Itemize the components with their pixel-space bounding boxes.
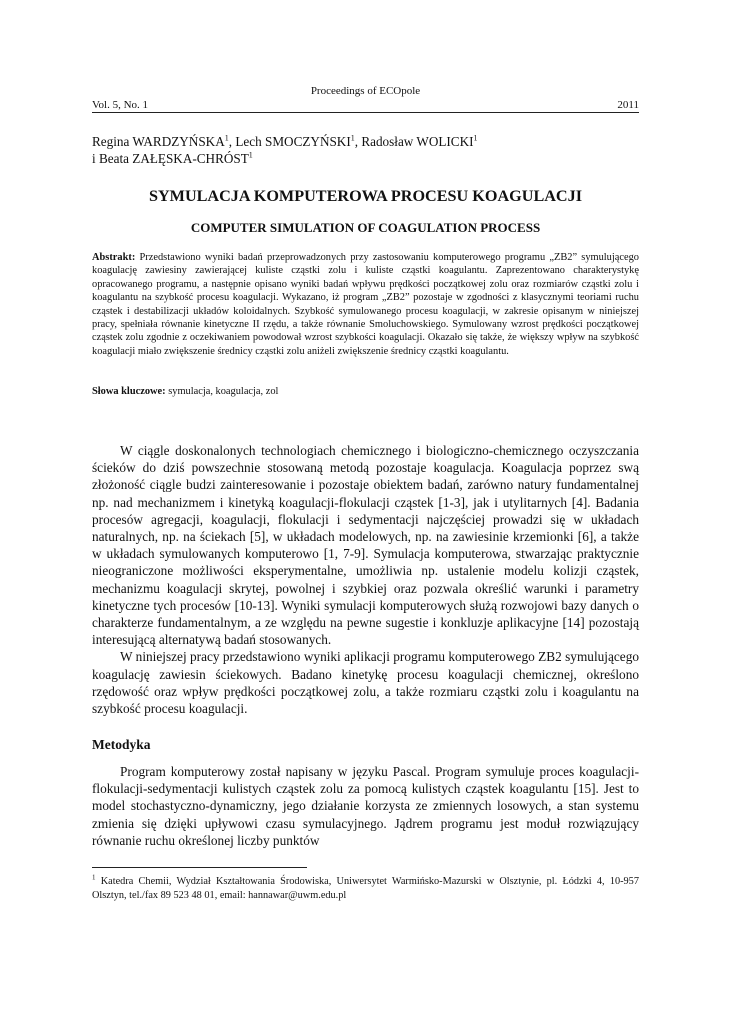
author-name: Beata ZAŁĘSKA-CHRÓST <box>98 151 249 166</box>
intro-paragraph-2: W niniejszej pracy przedstawiono wyniki aplikacji programu komputerowego ZB2 symulującego koagulację zawiesin ściekowych. Badano kinetykę procesu koagulacji chemicznej, określono rzędowość oraz wpływ prędkości początkowej zolu, a także rozmiaru cząstki zolu i koagulantu na szybkość procesu koagulacji. <box>92 649 639 717</box>
keywords <box>92 386 639 397</box>
methods-section <box>92 763 639 849</box>
author-name: Lech SMOCZYŃSKI <box>235 134 351 149</box>
footnote-divider <box>92 867 307 868</box>
intro-paragraph-1: W ciągle doskonalonych technologiach chemicznego i biologiczno-chemicznego oczyszczania ścieków do dziś powszechnie stosowaną metodą pozostaje koagulacja. Koagulacja poprzez swą złożoność ciągle budzi zainteresowanie i pozostaje obiektem badań, zarówno natury fundamentalnej np. nad mechanizmem i kinetyką koagulacji-flokulacji cząstek [1-3], jak i utylitarnych [4]. Badania procesów agregacji, koagulacji, flokulacji i sedymentacji najczęściej prowadzi się w układach naturalnych, np. na ściekach [5], w układach modelowych, np. na zawiesinie krzemionki [6], a także w układach symulowanych komputerowo [1, 7-9]. Symulacja komputerowa, stwarzając praktycznie nieograniczone możliwości eksperymentalne, umożliwia np. ustalenie modelu kolizji cząstek, mechanizmu koagulacji skrytej, powolnej i szybkiej oraz pozwala określić warunki i parametry kinetyczne tych procesów [10-13]. Wyniki symulacji komputerowych służą rozwojowi bazy danych o charakterze fundamentalnym, a ze względu na pewne sugestie i konkluzje aplikacyjne [14] pozostają interesującą alternatywą badań stosowanych. <box>92 443 639 648</box>
author-affiliation-mark: 1 <box>350 133 355 143</box>
keywords-label: Słowa kluczowe: <box>92 386 166 397</box>
author-name: Radosław WOLICKI <box>361 134 474 149</box>
abstract <box>92 251 639 358</box>
methods-paragraph-1: Program komputerowy został napisany w języku Pascal. Program symuluje proces koagulacji-flokulacji-sedymentacji kulistych cząstek zolu za pomocą kulistych cząstek koagulantu [15]. Jest to model stochastyczno-dynamiczny, jego działanie korzysta ze zmiennych losowych, a stan systemu zmienia się dzięki upływowi czasu symulacyjnego. Jądrem programu jest moduł rozwiązujący równanie ruchu określonej liczby punktów <box>92 764 639 848</box>
author-line-2 <box>92 150 639 167</box>
author-affiliation-mark: 1 <box>248 150 253 160</box>
affiliation-footnote <box>92 875 639 903</box>
paper-page <box>92 0 639 1024</box>
author-affiliation-mark: 1 <box>473 133 478 143</box>
author-list <box>92 133 639 167</box>
publication-year: 2011 <box>617 99 639 111</box>
author-affiliation-mark: 1 <box>224 133 229 143</box>
abstract-label: Abstrakt: <box>92 252 136 263</box>
introduction <box>92 442 639 717</box>
paper-title-polish: SYMULACJA KOMPUTEROWA PROCESU KOAGULACJI <box>148 187 583 205</box>
footnote-mark: 1 <box>92 873 96 882</box>
volume-line <box>92 99 639 113</box>
paper-title-english: COMPUTER SIMULATION OF COAGULATION PROCESS <box>190 220 541 235</box>
author-line-1: Regina WARDZYŃSKA$^1$, Lech SMOCZYŃSKI$^1$, Radosław WOLICKI$^1$ <box>92 133 478 149</box>
section-heading-methods: Metodyka <box>92 737 151 752</box>
abstract-text: Przedstawiono wyniki badań przeprowadzonych przy zastosowaniu komputerowego programu „ZB2” symulującego koagulację zawiesiny zawierającej kuliste cząstki zolu i kuliste cząstki koagulantu. Zaprezentowano charakterystykę opracowanego programu, a następnie opisano wyniki badań wpływu prędkości początkowej zolu oraz rozmiarów cząstki zolu i koagulantu na szybkość procesu koagulacji. Wykazano, iż program „ZB2” pozostaje w zgodności z klasycznymi teoriami ruchu cząstek i destabilizacji układów koloidalnych. Szybkość symulowanego procesu koagulacji, w zakresie opisanym w niniejszej pracy, spełniała równanie kinetyczne II rzędu, a także równanie Smoluchowskiego. Symulowany wzrost prędkości początkowej cząstek zolu zgodnie z oczekiwaniem powodował wzrost szybkości koagulacji. Okazało się także, że większy wpływ na szybkość koagulacji miało zwiększenie średnicy cząstki zolu aniżeli zwiększenie średnicy cząstki koagulantu. <box>92 252 639 357</box>
author-connector: i <box>92 151 96 166</box>
keywords-text: symulacja, koagulacja, zol <box>168 386 279 397</box>
journal-name: Proceedings of ECOpole <box>310 85 421 97</box>
author-name: Regina WARDZYŃSKA <box>92 134 225 149</box>
volume-number: Vol. 5, No. 1 <box>92 99 149 111</box>
footnote-text: Katedra Chemii, Wydział Kształtowania Środowiska, Uniwersytet Warmińsko-Mazurski w Olsztynie, pl. Łódzki 4, 10-957 Olsztyn, tel./fax 89 523 48 01, email: hannawar@uwm.edu.pl <box>92 876 639 901</box>
